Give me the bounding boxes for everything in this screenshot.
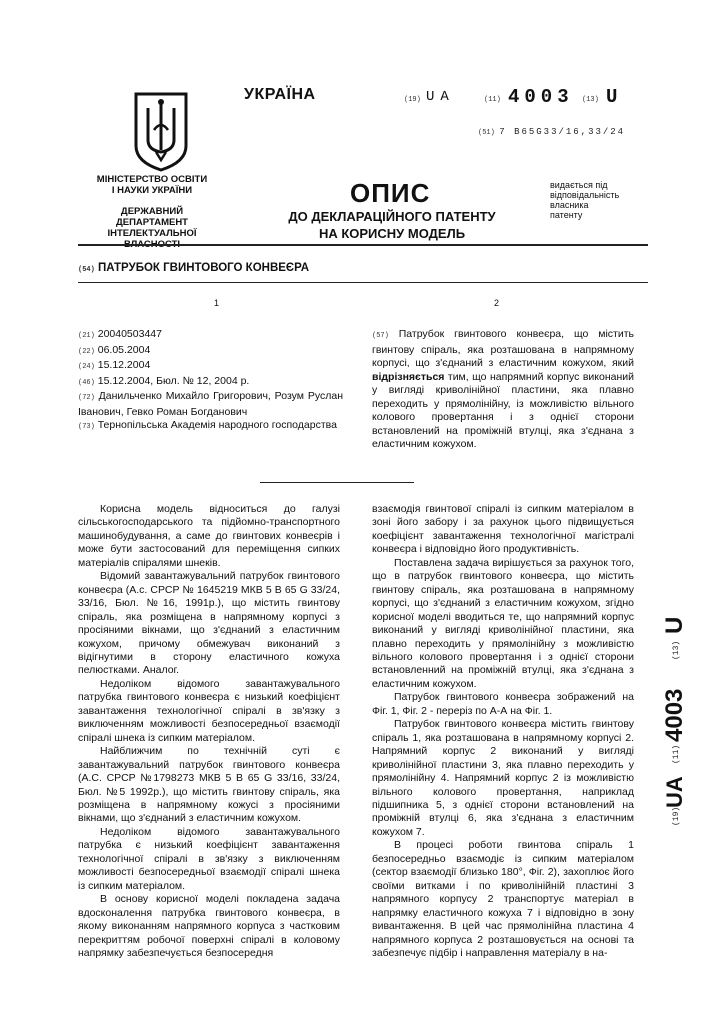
country-heading: УКРАЇНА [244, 86, 316, 103]
inid-19: (19) [404, 96, 421, 104]
paragraph: Патрубок гвинтового конвеєра містить гвинтову спіраль 1, яка розташована в напрямному корпусі 2. Напрямний корпус 2 виконаний у вигляді криволінійної пластини 3, яка плавно переходить у прямолінійну 4. Напрямний корпус 2 із можливістю вільного колового провертання, наприклад підшипника 5, з однієї сторони встановлений на проміжній втулці 6, яка з'єднана з еластичним кожухом 7. [372, 718, 634, 838]
inid-54: (54) [78, 266, 95, 274]
invention-title [78, 262, 309, 274]
header-rule-top [78, 244, 648, 246]
patent-number-line [400, 88, 640, 114]
biblio-row: (73) Тернопільська Академія народного господарства [78, 419, 337, 431]
paragraph: Недоліком відомого завантажувального патрубка гвинтового конвеєра є низький коефіцієнт завантаження технологічної спіралі в зв'язку з виключенням можливості безпосередньої взаємодії спіралі шнека із сипким матеріалом. [78, 677, 340, 744]
paragraph: В основу корисної моделі покладена задача вдосконалення патрубка гвинтового конвеєра, в якому виконанням напрямного корпуса з частковим перекриттям робочої поверхні спіралі в коловому напрямку забезпечується безпосередня [78, 893, 340, 959]
side-inid-13: (13) [672, 640, 681, 660]
bibliographic-data [78, 328, 343, 435]
side-patent-number: 4003 [661, 688, 688, 742]
biblio-row: (24) 15.12.2004 [78, 359, 151, 371]
claim-emphasis: відрізняється [372, 370, 445, 383]
description-column-2 [372, 503, 634, 960]
paragraph: взаємодія гвинтової спіралі із сипким матеріалом в зоні його забору і за рахунок цього підвищується коефіцієнт завантаження технологічної магістралі конвеєра і відповідно його продуктивність. [372, 503, 634, 556]
side-inid-11: (11) [672, 744, 681, 764]
patent-number: 4003 [508, 86, 574, 108]
paragraph: Відомий завантажувальний патрубок гвинтового конвеєра (А.с. СРСР № 1645219 МКВ 5 В 65 G 33/24, 33/16, Бюл. №16, 1991р.), що містить гвинтову спіраль, яка розміщена в напрямному корпусі з просіяними вікнами, що з'єднаний з еластичним кожухом, причому обмежувач виконаний з відігнутими в сторону еластичного кожуха пелюстками. Аналог. [78, 570, 340, 677]
column-number-1: 1 [214, 298, 220, 308]
coat-of-arms-emblem [132, 90, 190, 172]
ipc-classification: 7 B65G33/16,33/24 [499, 127, 626, 137]
inid-51: (51) [478, 129, 495, 137]
issued-note: видається під відповідальність власника патенту [550, 180, 620, 220]
document-subtitle: ДО ДЕКЛАРАЦІЙНОГО ПАТЕНТУ НА КОРИСНУ МОДЕЛЬ [288, 209, 496, 241]
claim-part: Патрубок гвинтового конвеєра, що містить гвинтову спіраль, яка розташована в напрямному корпусі, що з'єднаний з еластичним кожухом, який [372, 328, 635, 369]
biblio-row: (22) 06.05.2004 [78, 343, 151, 356]
country-code: UA [426, 89, 455, 105]
paragraph: В процесі роботи гвинтова спіраль 1 безпосередньо взаємодіє із сипким матеріалом (сектор взаємодії близько 180°, Фіг. 2), захоплює його своїми витками і по криволінійній пластині 3 напрямного корпусу 2 транспортує матеріал в напрямку еластичного кожуха 7 і відповідно в зону вивантаження. В цей час прямолінійна пластина 4 напрямного корпуса 2 розташовується на основі та забезпечує підбір і направлення матеріалу в на- [372, 839, 634, 959]
paragraph: Корисна модель відноситься до галузі сільськогосподарського та підйомно-транспортного машинобудування, а саме до гвинтових конвеєрів і може бути застосований для переміщення сипких матеріалів спіралями шнеків. [78, 503, 340, 569]
inid-11: (11) [484, 96, 501, 104]
biblio-row: (72) Данильченко Михайло Григорович, Розум Руслан Іванович, Гевко Роман Богданович [78, 390, 343, 418]
paragraph: Недоліком відомого завантажувального патрубка є низький коефіцієнт завантаження технологічної спіралі в зв'язку з виключенням можливості безпосередньої взаємодії спіралі шнека із сипким матеріалом. [78, 825, 340, 892]
column-number-2: 2 [494, 298, 500, 308]
side-country-code: UA [662, 776, 687, 808]
paragraph: Патрубок гвинтового конвеєра зображений на Фіг. 1, Фіг. 2 - переріз по А-А на Фіг. 1. [372, 691, 634, 717]
claim-part: тим, що напрямний корпус виконаний у вигляді криволінійної пластини, яка плавно переходить у прямолінійну, із можливістю вільного колового провертання і з однієї сторони встановлений на проміжній втулці, яка з'єднана з еластичним кожухом. [372, 370, 634, 450]
inid-13: (13) [582, 96, 599, 104]
claim-text [372, 328, 634, 452]
biblio-row: (21) 20040503447 [78, 328, 162, 340]
document-title: ОПИС [350, 178, 431, 208]
invention-title-text: ПАТРУБОК ГВИНТОВОГО КОНВЕЄРА [98, 262, 310, 274]
department-name: ДЕРЖАВНИЙ ДЕПАРТАМЕНТ ІНТЕЛЕКТУАЛЬНОЇ [107, 206, 197, 239]
side-kind-code: U [661, 616, 688, 634]
side-patent-stamp [640, 590, 702, 860]
paragraph: Поставлена задача вирішується за рахунок того, що в патрубок гвинтового конвеєра, що містить гвинтову спіраль, яка розташована в напрямному корпусі, що з'єднаний з еластичним кожухом, згідно корисної моделі вводиться те, що напрямний корпус виконаний у вигляді криволінійної пластини, яка плавно переходить у прямолінійну з можливістю вільного колового провертання і з однієї сторони встановленний на проміжній втулці, яка з'єднана з еластичним кожухом. [372, 556, 634, 690]
header-rule-bottom [78, 282, 648, 283]
inid-57: (57) [372, 332, 389, 340]
ipc-line [478, 121, 625, 139]
biblio-row: (46) 15.12.2004, Бюл. № 12, 2004 р. [78, 374, 250, 387]
section-separator [260, 482, 414, 483]
side-inid-19: (19) [672, 806, 681, 826]
description-column-1 [78, 503, 340, 960]
paragraph: Найближчим по технічній суті є завантажувальний патрубок гвинтового конвеєра (А.С. СРСР №1798273 МКВ 5 В 65 G 33/16, 33/24, Бюл. №5 1992р.), що містить гвинтову спіраль, яка розміщена в напрямному кожусі з просіяними вікнами, що з'єднаний з еластичним кожухом. [78, 745, 340, 825]
ministry-name: МІНІСТЕРСТВО ОСВІТИ І НАУКИ УКРАЇНИ [96, 174, 208, 196]
kind-code: U [606, 86, 623, 108]
